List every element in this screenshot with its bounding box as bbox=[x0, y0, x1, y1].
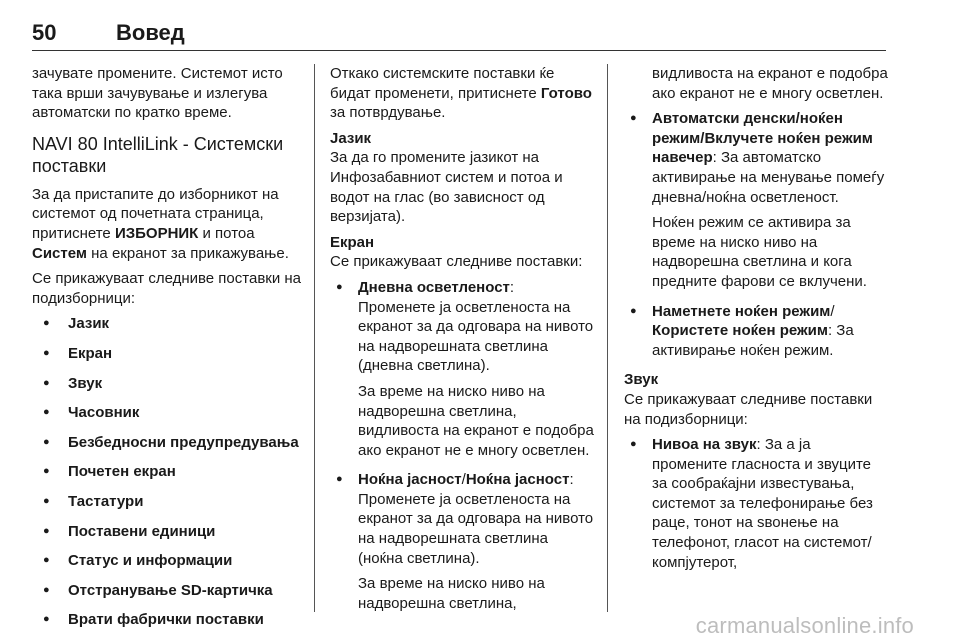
text-run: / bbox=[461, 471, 466, 489]
intro-paragraph: зачувате промените. Системот исто така врши зачувување и излегува автоматски по кратко време. bbox=[32, 65, 283, 122]
language-text: За да го промените јазикот на Инфозабавниот систем и потоа и водот на глас (во зависност од верзијата). bbox=[330, 149, 563, 226]
setting-desc bbox=[652, 302, 888, 361]
column-divider bbox=[314, 64, 315, 612]
text-run: Откако системските поставки ќе бидат променети, притиснете bbox=[330, 65, 555, 102]
screen-settings-list-cont bbox=[624, 109, 888, 360]
setting-desc bbox=[652, 109, 888, 207]
column-2 bbox=[330, 64, 594, 623]
setting-note: За време на ниско ниво на надворешна светлина, видливоста на екранот е подобра ако екранот не е многу осветлен. bbox=[358, 382, 594, 459]
text-run: : За активирање ноќен режим. bbox=[652, 322, 854, 359]
text-run: : За а ја промените гласноста и звуците за сообраќајни известувања, системот за телефонирање без раце, тонот на ѕвонење на телефонот, гласот на системот/компјутерот, bbox=[652, 436, 873, 571]
setting-label: Нивоа на звук bbox=[652, 436, 757, 454]
access-paragraph bbox=[32, 185, 302, 263]
column-divider bbox=[607, 64, 608, 612]
text-run: за потврдување. bbox=[330, 104, 446, 122]
chapter-title: Вовед bbox=[116, 20, 185, 45]
text-run: и потоа bbox=[198, 224, 255, 242]
text-run: За да пристапите до изборникот на системот од почетната страница, притиснете bbox=[32, 185, 279, 242]
confirm-paragraph bbox=[330, 64, 594, 123]
list-item: ● Звук bbox=[32, 374, 302, 394]
text-run: / bbox=[830, 302, 835, 320]
list-item: ● Почетен екран bbox=[32, 462, 302, 482]
setting-note: Ноќен режим се активира за време на ниско ниво на надворешна светлина и кога предните фарови се вклучени. bbox=[652, 214, 867, 290]
list-item: ● Часовник bbox=[32, 403, 302, 423]
submenu-list bbox=[32, 314, 302, 630]
watermark: carmanualsonline.info bbox=[695, 613, 914, 638]
list-item: ● Јазик bbox=[32, 314, 302, 334]
setting-desc bbox=[652, 435, 888, 572]
list-item bbox=[624, 302, 888, 361]
section-heading: NAVI 80 IntelliLink - Системски поставки bbox=[32, 133, 284, 176]
text-run: : Променете ја осветленоста на екранот за да одговара на нивото на надворешната светлина (дневна светлина). bbox=[358, 278, 594, 375]
page-header bbox=[32, 20, 886, 51]
text-run: на екранот за прикажување. bbox=[86, 244, 289, 262]
column-3 bbox=[624, 64, 888, 582]
setting-label: Автоматски денски/ноќен режим bbox=[652, 110, 843, 147]
screen-heading: Екран bbox=[330, 233, 375, 251]
text-run: : Променете ја осветленоста на екранот за да одговара на нивото на надворешната светлина (ноќна светлина). bbox=[358, 471, 594, 567]
sound-settings-list bbox=[624, 435, 888, 572]
sound-text: Се прикажуваат следниве поставки на подизборници: bbox=[624, 390, 873, 428]
setting-label: Дневна осветленост bbox=[358, 278, 510, 296]
setting-label: Наметнете ноќен режим bbox=[652, 302, 831, 320]
screen-settings-list bbox=[330, 278, 594, 614]
setting-label: Вклучете ноќен режим навечер bbox=[652, 129, 873, 167]
column-1 bbox=[32, 64, 302, 640]
list-item bbox=[624, 435, 888, 572]
done-term: Готово bbox=[540, 84, 592, 102]
language-heading: Јазик bbox=[330, 129, 372, 147]
page-number: 50 bbox=[32, 20, 57, 45]
setting-desc bbox=[358, 278, 594, 376]
list-item bbox=[330, 278, 594, 460]
setting-label: Ноќна јасност bbox=[465, 471, 570, 489]
list-item: ● Безбедносни предупредувања bbox=[32, 433, 302, 453]
continued-text: видливоста на екранот е подобра ако екранот не е многу осветлен. bbox=[652, 65, 888, 102]
screen-text: Се прикажуваат следниве поставки: bbox=[330, 253, 583, 271]
list-item: ● Тастатури bbox=[32, 492, 302, 512]
list-item: ● Статус и информации bbox=[32, 551, 302, 571]
setting-desc bbox=[358, 470, 594, 568]
list-item: ● Поставени единици bbox=[32, 522, 302, 542]
setting-label: Користете ноќен режим bbox=[652, 322, 828, 340]
submenu-intro: Се прикажуваат следниве поставки на подизборници: bbox=[32, 270, 302, 307]
list-item: ● Отстранување SD-картичка bbox=[32, 581, 302, 601]
list-item bbox=[330, 470, 594, 613]
setting-label: Ноќна јасност bbox=[358, 471, 462, 489]
text-run: / bbox=[700, 129, 705, 147]
setting-note: За време на ниско ниво на надворешна светлина, bbox=[358, 575, 545, 612]
menu-term: ИЗБОРНИК bbox=[114, 224, 199, 242]
sound-heading: Звук bbox=[624, 371, 659, 389]
system-term: Систем bbox=[32, 244, 87, 262]
list-item: ● Врати фабрички поставки bbox=[32, 610, 302, 630]
list-item: ● Екран bbox=[32, 344, 302, 364]
list-item bbox=[624, 109, 888, 291]
text-run: : За автоматско активирање на менување помеѓу дневна/ноќна осветленост. bbox=[652, 149, 885, 206]
